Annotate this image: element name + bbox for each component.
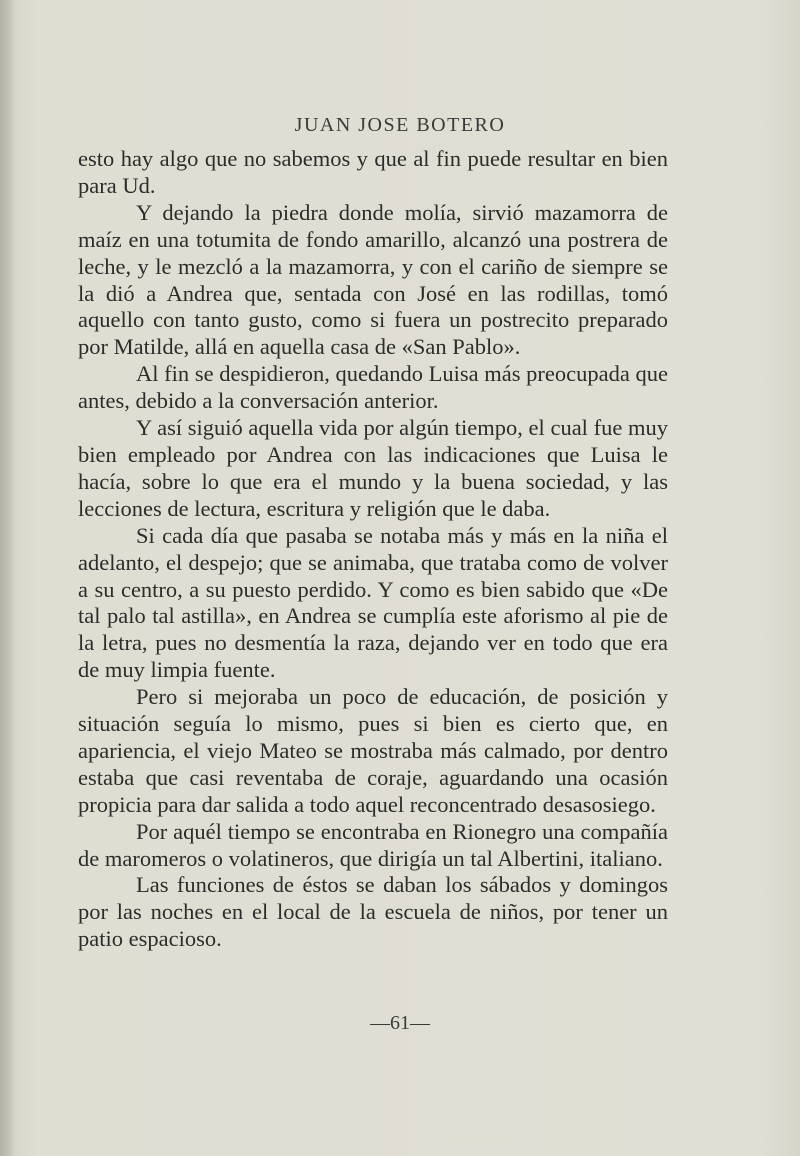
paragraph: Si cada día que pasaba se notaba más y más en la niña el adelanto, el despejo; que se animaba, que trataba como de volver a su centro, a su puesto perdido. Y como es bien sabido que «De tal palo tal astilla», en Andrea se cumplía este aforismo al pie de la letra, pues no desmentía la raza, dejando ver en todo que era de muy limpia fuente.: [78, 522, 668, 683]
paragraph: Y así siguió aquella vida por algún tiempo, el cual fue muy bien empleado por Andrea con las indicaciones que Luisa le hacía, sobre lo que era el mundo y la buena sociedad, y las lecciones de lectura, escritura y religión que le daba.: [78, 415, 668, 521]
running-header: JUAN JOSE BOTERO: [294, 114, 506, 136]
paragraph: Por aquél tiempo se encontraba en Rionegro una compañía de maromeros o volatineros, que dirigía un tal Albertini, italiano.: [78, 818, 668, 871]
paragraph: Al fin se despidieron, quedando Luisa más preocupada que antes, debido a la conversación anterior.: [78, 361, 668, 414]
page-number: —61—: [370, 1012, 430, 1034]
paragraph: Las funciones de éstos se daban los sábados y domingos por las noches en el local de la escuela de niños, por tener un patio espacioso.: [78, 872, 668, 952]
paragraph: esto hay algo que no sabemos y que al fin puede resultar en bien para Ud.: [78, 146, 668, 198]
body-text: [78, 146, 668, 953]
paragraph: Y dejando la piedra donde molía, sirvió mazamorra de maíz en una totumita de fondo amarillo, alcanzó una postrera de leche, y le mezcló a la mazamorra, y con el cariño de siempre se la dió a Andrea que, sentada con José en las rodillas, tomó aquello con tanto gusto, como si fuera un postrecito preparado por Matilde, allá en aquella casa de «San Pablo».: [78, 199, 668, 360]
paragraph: Pero si mejoraba un poco de educación, de posición y situación seguía lo mismo, pues si bien es cierto que, en apariencia, el viejo Mateo se mostraba más calmado, por dentro estaba que casi reventaba de coraje, aguardando una ocasión propicia para dar salida a todo aquel reconcentrado desasosiego.: [78, 684, 668, 817]
binding-shadow: [0, 0, 16, 1156]
